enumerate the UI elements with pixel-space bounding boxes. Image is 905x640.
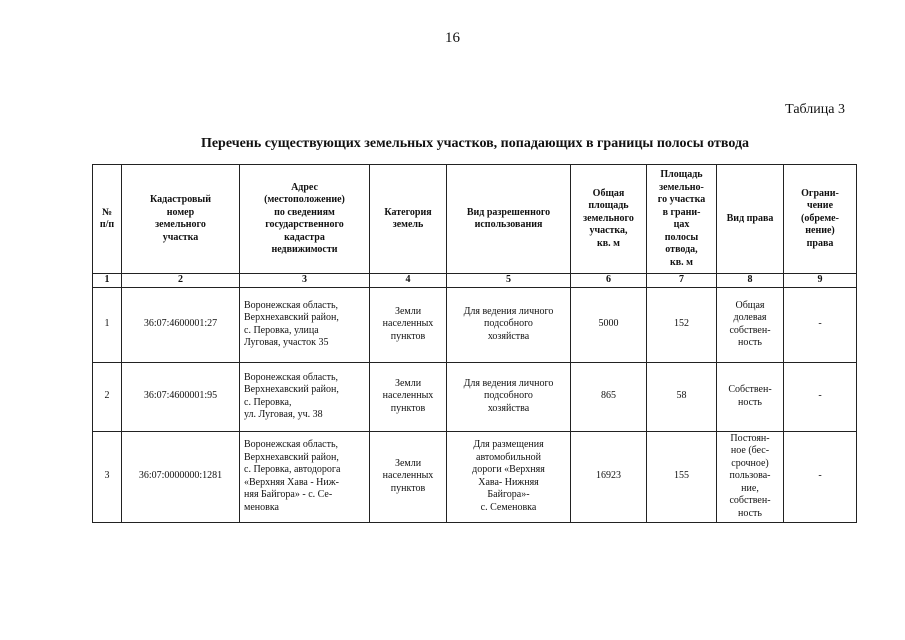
cell-permitted-use: Для ведения личного подсобного хозяйства xyxy=(447,287,571,362)
column-number: 5 xyxy=(447,274,571,288)
cell-total-area: 865 xyxy=(571,362,647,431)
cell-category: Земли населенных пунктов xyxy=(370,362,447,431)
cell-right-type: Собствен- ность xyxy=(717,362,784,431)
cell-strip-area: 152 xyxy=(647,287,717,362)
cell-category: Земли населенных пунктов xyxy=(370,287,447,362)
cell-restriction: - xyxy=(784,287,857,362)
column-number: 4 xyxy=(370,274,447,288)
cell-cadastral: 36:07:4600001:95 xyxy=(122,362,240,431)
column-number: 3 xyxy=(240,274,370,288)
cell-strip-area: 155 xyxy=(647,431,717,522)
table-label: Таблица 3 xyxy=(785,102,845,117)
table-row xyxy=(93,362,857,431)
cell-permitted-use: Для ведения личного подсобного хозяйства xyxy=(447,362,571,431)
header-cell-permitted-use: Вид разрешенного использования xyxy=(447,165,571,274)
header-row xyxy=(93,165,857,274)
table-row xyxy=(93,431,857,522)
cell-number: 3 xyxy=(93,431,122,522)
header-cell-category: Категория земель xyxy=(370,165,447,274)
cell-right-type: Общая долевая собствен- ность xyxy=(717,287,784,362)
column-number: 9 xyxy=(784,274,857,288)
column-number: 7 xyxy=(647,274,717,288)
table-row xyxy=(93,287,857,362)
header-cell-cadastral: Кадастровый номер земельного участка xyxy=(122,165,240,274)
cell-right-type: Постоян- ное (бес- срочное) пользова- ние, собствен- ность xyxy=(717,431,784,522)
column-number: 2 xyxy=(122,274,240,288)
column-number: 8 xyxy=(717,274,784,288)
cell-restriction: - xyxy=(784,362,857,431)
header-cell-right-type: Вид права xyxy=(717,165,784,274)
cell-cadastral: 36:07:0000000:1281 xyxy=(122,431,240,522)
page-number: 16 xyxy=(445,30,460,46)
column-number-row xyxy=(93,274,857,288)
cell-restriction: - xyxy=(784,431,857,522)
header-cell-strip-area: Площадь земельно- го участка в грани- цах полосы отвода, кв. м xyxy=(647,165,717,274)
cell-cadastral: 36:07:4600001:27 xyxy=(122,287,240,362)
header-cell-number: № п/п xyxy=(93,165,122,274)
cell-number: 1 xyxy=(93,287,122,362)
cell-number: 2 xyxy=(93,362,122,431)
land-plots-table xyxy=(92,164,857,523)
column-number: 1 xyxy=(93,274,122,288)
cell-total-area: 16923 xyxy=(571,431,647,522)
cell-category: Земли населенных пунктов xyxy=(370,431,447,522)
header-cell-restriction: Ограни- чение (обреме- нение) права xyxy=(784,165,857,274)
cell-address: Воронежская область, Верхнехавский район, с. Перовка, автодорога «Верхняя Хава - Ниж- няя Байгора» - с. Се- меновка xyxy=(240,431,370,522)
document-title: Перечень существующих земельных участков, попадающих в границы полосы отвода xyxy=(200,136,750,151)
cell-permitted-use: Для размещения автомобильной дороги «Верхняя Хава- Нижняя Байгора»- с. Семеновка xyxy=(447,431,571,522)
header-cell-total-area: Общая площадь земельного участка, кв. м xyxy=(571,165,647,274)
cell-address: Воронежская область, Верхнехавский район, с. Перовка, улица Луговая, участок 35 xyxy=(240,287,370,362)
header-cell-address: Адрес (местоположение) по сведениям государственного кадастра недвижимости xyxy=(240,165,370,274)
cell-address: Воронежская область, Верхнехавский район, с. Перовка, ул. Луговая, уч. 38 xyxy=(240,362,370,431)
cell-strip-area: 58 xyxy=(647,362,717,431)
cell-total-area: 5000 xyxy=(571,287,647,362)
column-number: 6 xyxy=(571,274,647,288)
